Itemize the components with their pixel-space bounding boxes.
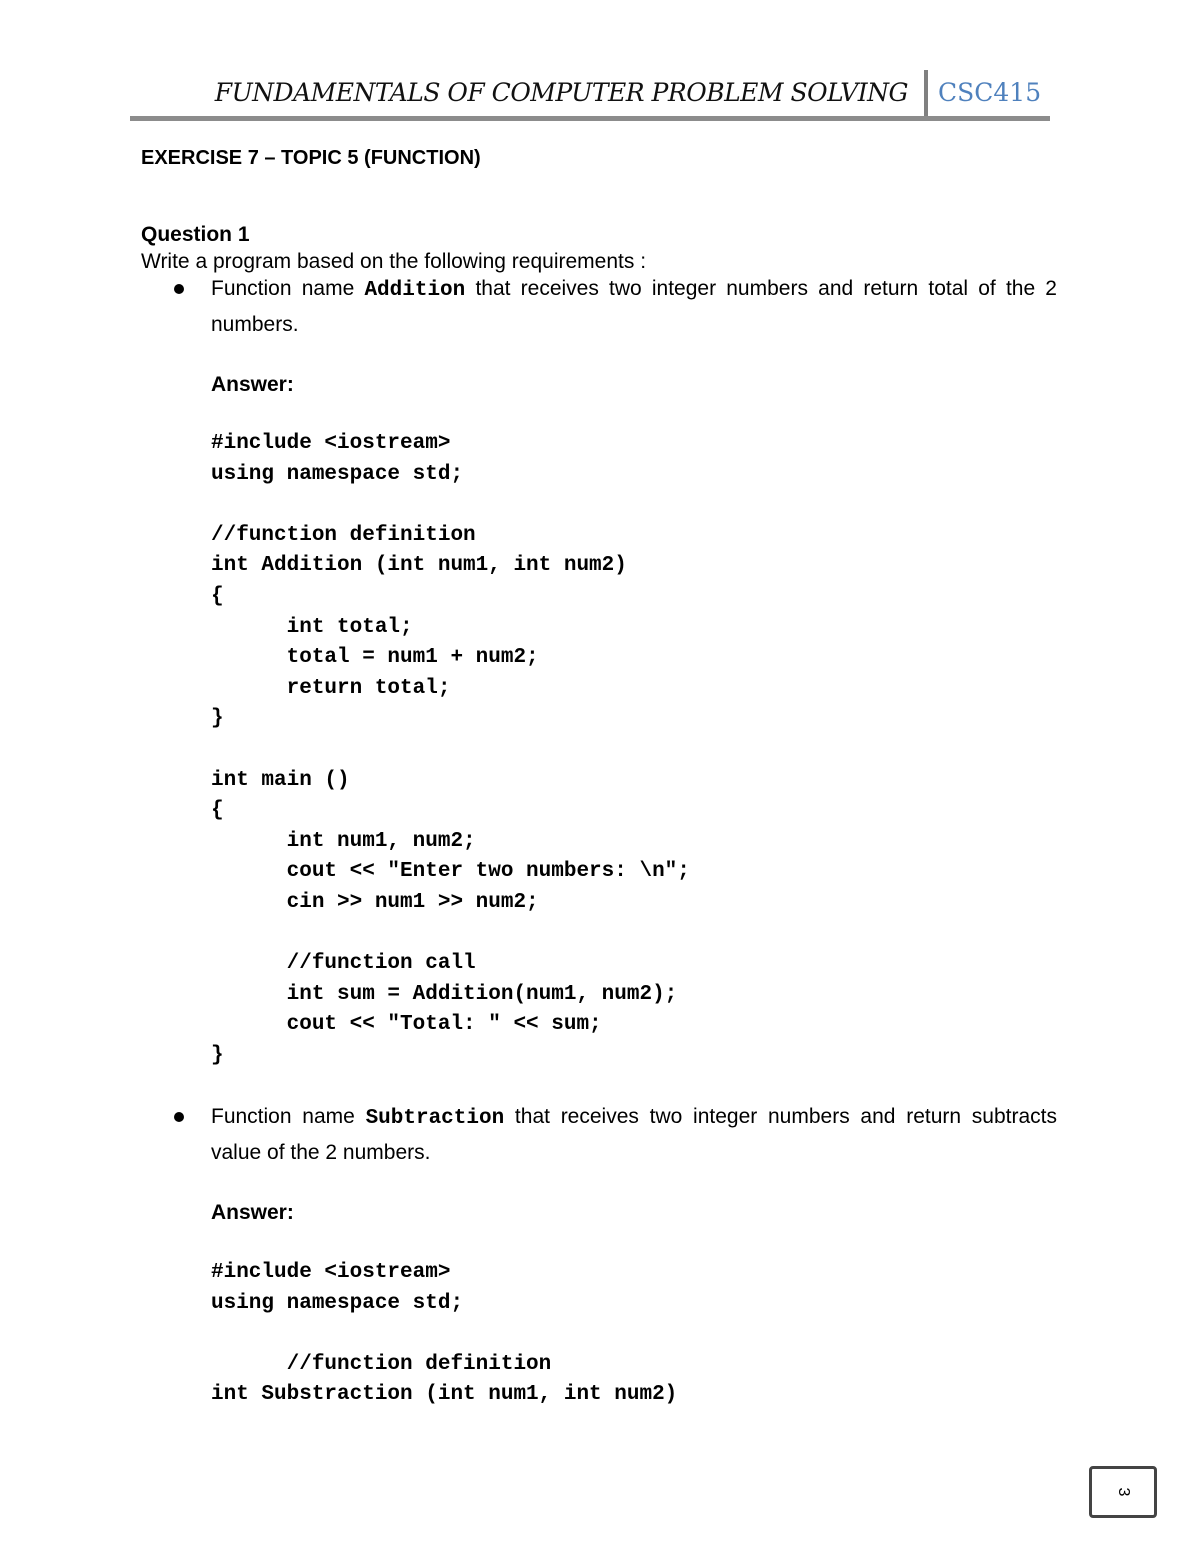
exercise-title: EXERCISE 7 – TOPIC 5 (FUNCTION) — [141, 147, 481, 169]
code-line: //function call — [211, 952, 476, 976]
code-block — [211, 429, 690, 1071]
code-line: } — [211, 707, 224, 731]
code-line — [211, 919, 690, 950]
code-line: { — [211, 799, 224, 823]
header-rule — [130, 116, 1050, 121]
code-line: int Substraction (int num1, int num2) — [211, 1383, 678, 1407]
code-block — [211, 1258, 677, 1411]
code-line — [211, 490, 690, 521]
bullet-icon — [174, 284, 184, 294]
item-text-before: Function name — [211, 277, 365, 300]
code-line: using namespace std; — [211, 1291, 464, 1315]
code-line: cin >> num1 >> num2; — [211, 890, 539, 914]
requirement-item — [211, 272, 1057, 342]
code-line: int main () — [211, 768, 350, 792]
page-number: 3 — [1115, 1487, 1132, 1497]
code-line: #include <iostream> — [211, 432, 451, 455]
bullet-icon — [174, 1112, 184, 1122]
requirement-item — [211, 1100, 1057, 1170]
code-line: { — [211, 584, 224, 608]
answer-label: Answer: — [211, 1201, 294, 1224]
code-line — [211, 735, 690, 766]
item-text-after: that receives two integer numbers and return total of the 2 numbers. — [211, 277, 1057, 336]
answer-label: Answer: — [211, 373, 294, 396]
item-text-after: that receives two integer numbers and return subtracts value of the 2 numbers. — [211, 1105, 1057, 1164]
code-line: cout << "Enter two numbers: \n"; — [211, 860, 690, 884]
header-title: FUNDAMENTALS OF COMPUTER PROBLEM SOLVING — [214, 78, 908, 107]
code-line: int Addition (int num1, int num2) — [211, 554, 627, 578]
code-line: total = num1 + num2; — [211, 646, 539, 670]
question-title: Question 1 — [141, 223, 250, 246]
item-text-before: Function name — [211, 1105, 366, 1128]
code-line — [211, 1319, 677, 1350]
code-line: return total; — [211, 676, 451, 700]
code-line: int num1, num2; — [211, 829, 476, 853]
code-line: int sum = Addition(num1, num2); — [211, 982, 678, 1006]
header-separator — [924, 70, 928, 118]
code-line: using namespace std; — [211, 462, 464, 486]
question-intro: Write a program based on the following requirements : — [141, 250, 647, 273]
code-line: #include <iostream> — [211, 1261, 451, 1284]
code-line: int total; — [211, 615, 413, 639]
page-number-box — [1089, 1466, 1157, 1518]
code-line: } — [211, 1043, 224, 1067]
function-name: Addition — [364, 279, 466, 302]
function-name: Subtraction — [365, 1107, 505, 1130]
page-header — [130, 70, 1050, 122]
code-line: //function definition — [211, 523, 476, 547]
header-course-code: CSC415 — [938, 78, 1042, 107]
code-line: cout << "Total: " << sum; — [211, 1013, 602, 1037]
code-line: //function definition — [211, 1352, 552, 1376]
